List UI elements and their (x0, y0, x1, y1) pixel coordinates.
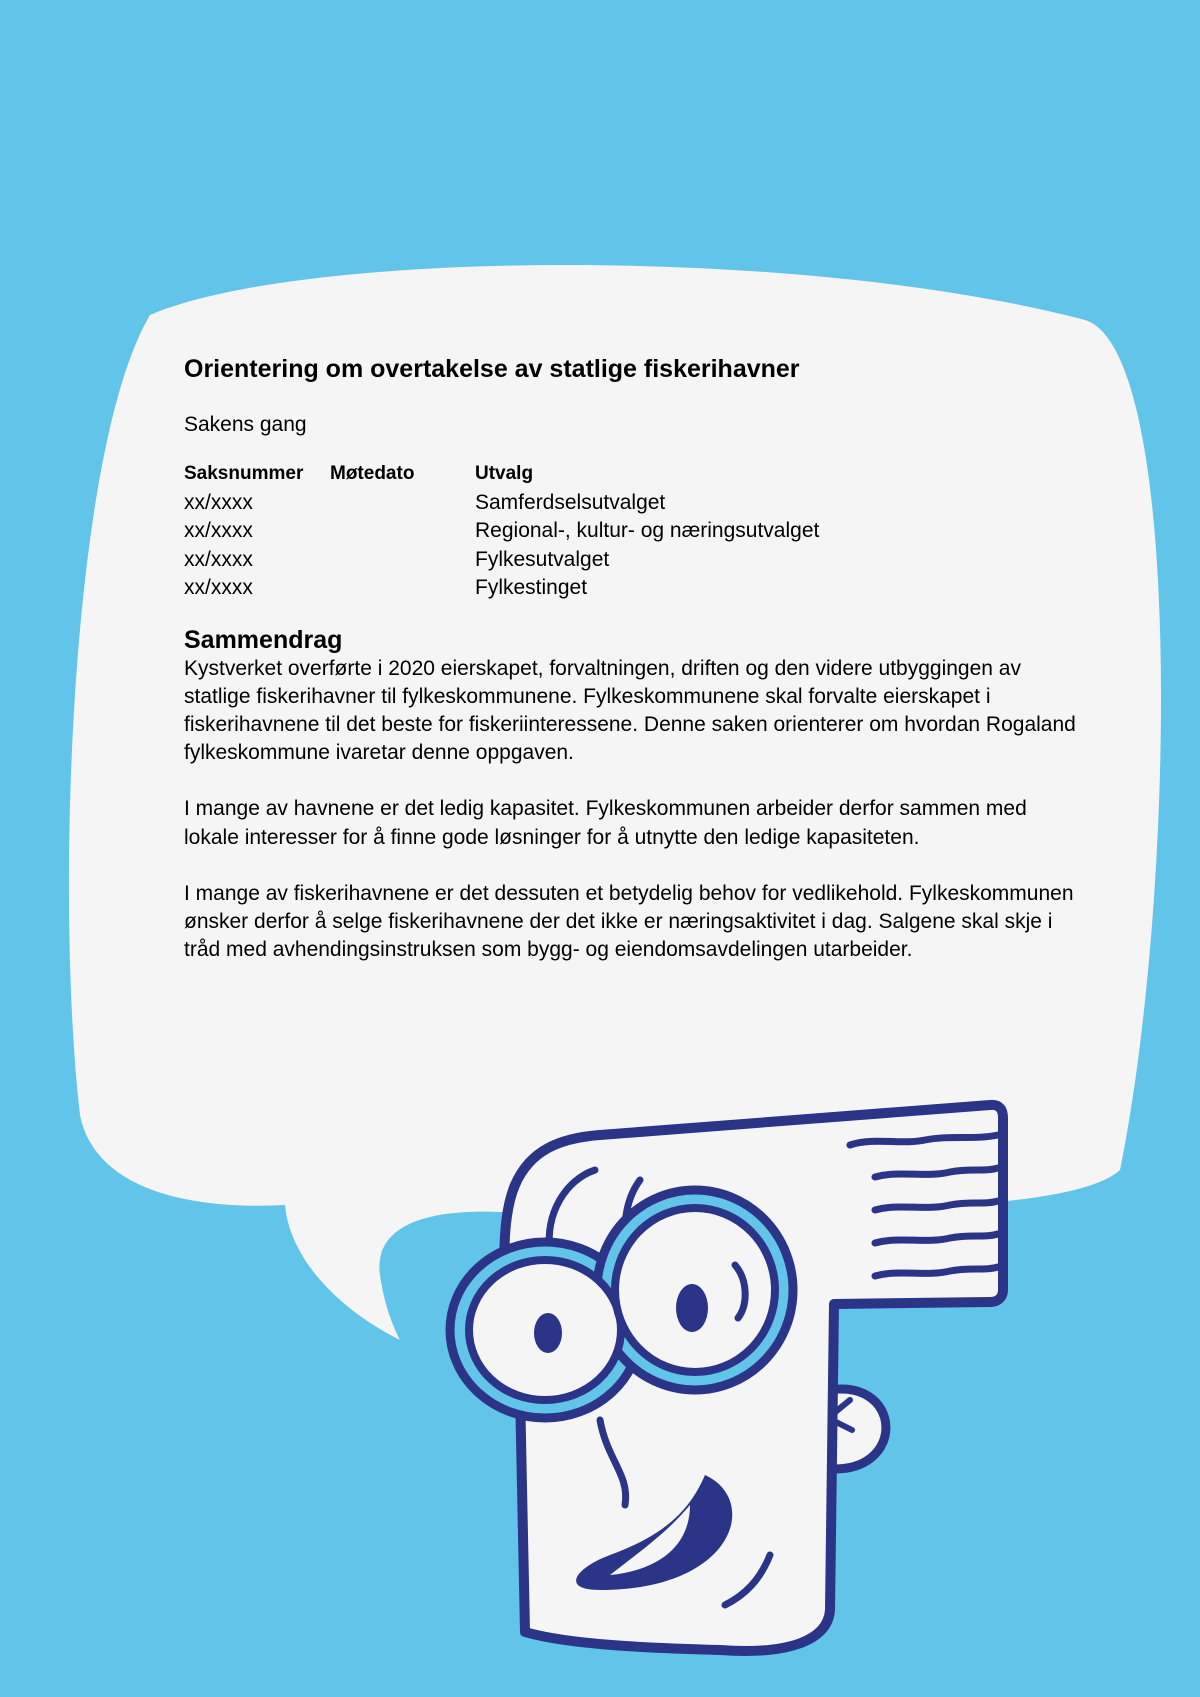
cell-utvalg: Regional-, kultur- og næringsutvalget (475, 519, 820, 542)
header-utvalg: Utvalg (475, 463, 534, 484)
table-row (184, 489, 819, 518)
case-table-header-row (184, 460, 819, 489)
table-row (184, 574, 819, 603)
cell-motedato (330, 574, 475, 603)
document-title: Orientering om overtakelse av statlige fiskerihavner (184, 355, 800, 383)
summary-paragraph: I mange av fiskerihavnene er det dessuten et betydelig behov for vedlikehold. Fylkeskommunen ønsker derfor å selge fiskerihavnene der det ikke er næringsaktivitet i dag. Salgene skal skje i tråd med avhendingsinstruksen som bygg- og eiendomsavdelingen utarbeider. (184, 881, 1074, 962)
cell-utvalg: Fylkesutvalget (475, 547, 610, 571)
cell-motedato (330, 517, 475, 546)
left-pupil (534, 1313, 562, 1353)
header-motedato: Møtedato (330, 463, 415, 484)
cartoon-character (450, 1105, 1003, 1651)
cell-motedato (330, 489, 475, 518)
document-content (184, 352, 1084, 964)
cell-saksnummer: xx/xxxx (184, 519, 253, 542)
summary-paragraph: I mange av havnene er det ledig kapasitet. Fylkeskommunen arbeider derfor sammen med lokale interesser for å finne gode løsninger for å utnytte den ledige kapasiteten. (184, 797, 1027, 849)
case-flow-label: Sakens gang (184, 413, 307, 436)
right-pupil (676, 1284, 708, 1332)
cell-utvalg: Fylkestinget (475, 576, 588, 599)
cell-utvalg: Samferdselsutvalget (475, 490, 666, 514)
case-table (184, 460, 819, 603)
cell-saksnummer: xx/xxxx (184, 547, 253, 571)
cell-saksnummer: xx/xxxx (184, 576, 253, 599)
table-row (184, 517, 819, 546)
table-row (184, 546, 819, 575)
header-saksnummer: Saksnummer (184, 463, 304, 484)
summary-paragraph: Kystverket overførte i 2020 eierskapet, forvaltningen, driften og den videre utbyggingen av statlige fiskerihavner til fylkeskommunene. Fylkeskommunene skal forvalte eierskapet i fiskerihavnene til det beste for fiskeriinteressene. Denne saken orienterer om hvordan Rogaland fylkeskommune ivaretar denne oppgaven. (184, 656, 1076, 765)
cell-saksnummer: xx/xxxx (184, 490, 253, 514)
cell-motedato (330, 546, 475, 575)
summary-heading: Sammendrag (184, 625, 343, 654)
